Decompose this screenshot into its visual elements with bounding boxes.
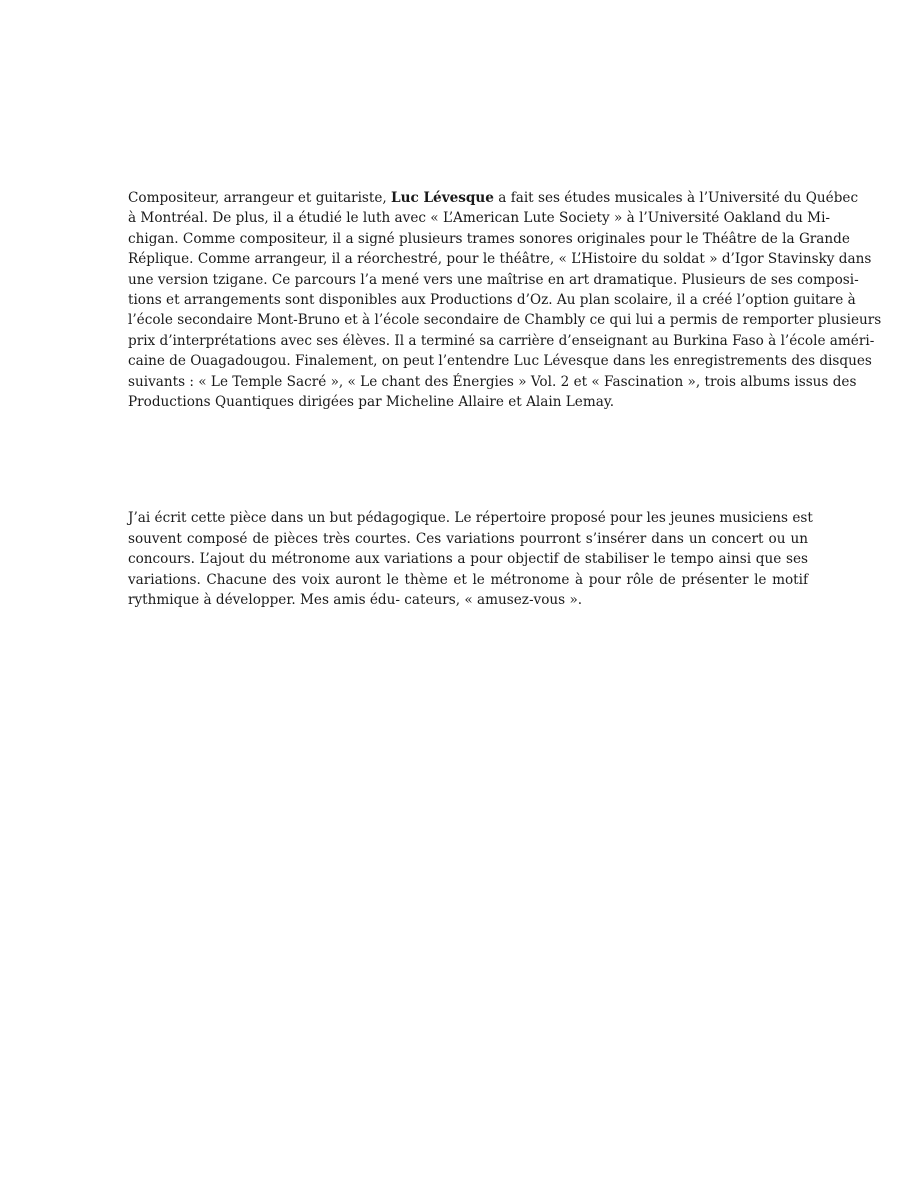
bio-line-1: Compositeur, arrangeur et guitariste, Luc Lévesque a fait ses études musicales à l’Université du Québec [128,190,859,206]
bio-line-8: prix d’interprétations avec ses élèves. Il a terminé sa carrière d’enseignant au Burkina Faso à l’école améri- [128,332,875,349]
pedagogical-note-paragraph [128,508,813,611]
bio-line-11: Productions Quantiques dirigées par Micheline Allaire et Alain Lemay. [128,394,615,411]
bio-line-10: suivants : « Le Temple Sacré », « Le chant des Énergies » Vol. 2 et « Fascination », trois albums issus des [128,373,857,390]
biography-paragraph [128,188,882,412]
note-line-1: J’ai écrit cette pièce dans un but pédagogique. Le répertoire proposé pour les jeunes musiciens est [128,510,813,526]
bio-line-9: caine de Ouagadougou. Finalement, on peut l’entendre Luc Lévesque dans les enregistrements des disques [128,353,872,370]
note-line-4: variations. Chacune des voix auront le thème et le métronome à pour rôle de présenter le motif [128,571,808,588]
bio-line-3: chigan. Comme compositeur, il a signé plusieurs trames sonores originales pour le Théâtre de la Grande [128,230,850,247]
note-line-3: concours. L’ajout du métronome aux variations a pour objectif de stabiliser le tempo ainsi que ses [128,551,808,568]
note-line-5: rythmique à développer. Mes amis édu- cateurs, « amusez-vous ». [128,592,583,609]
bio-line-7: l’école secondaire Mont-Bruno et à l’école secondaire de Chambly ce qui lui a permis de remporter plusieurs [128,312,882,329]
composer-name: Luc Lévesque [391,190,494,206]
note-line-2: souvent composé de pièces très courtes. Ces variations pourront s’insérer dans un concert ou un [128,530,808,547]
bio-line-6: tions et arrangements sont disponibles aux Productions d’Oz. Au plan scolaire, il a créé l’option guitare à [128,292,856,309]
bio-line-2: à Montréal. De plus, il a étudié le luth avec « L’American Lute Society » à l’Université Oakland du Mi- [128,210,831,227]
bio-line-5: une version tzigane. Ce parcours l’a mené vers une maîtrise en art dramatique. Plusieurs de ses composi- [128,271,859,288]
bio-line-4: Réplique. Comme arrangeur, il a réorchestré, pour le théâtre, « L’Histoire du soldat » d’Igor Stavinsky dans [128,251,872,268]
